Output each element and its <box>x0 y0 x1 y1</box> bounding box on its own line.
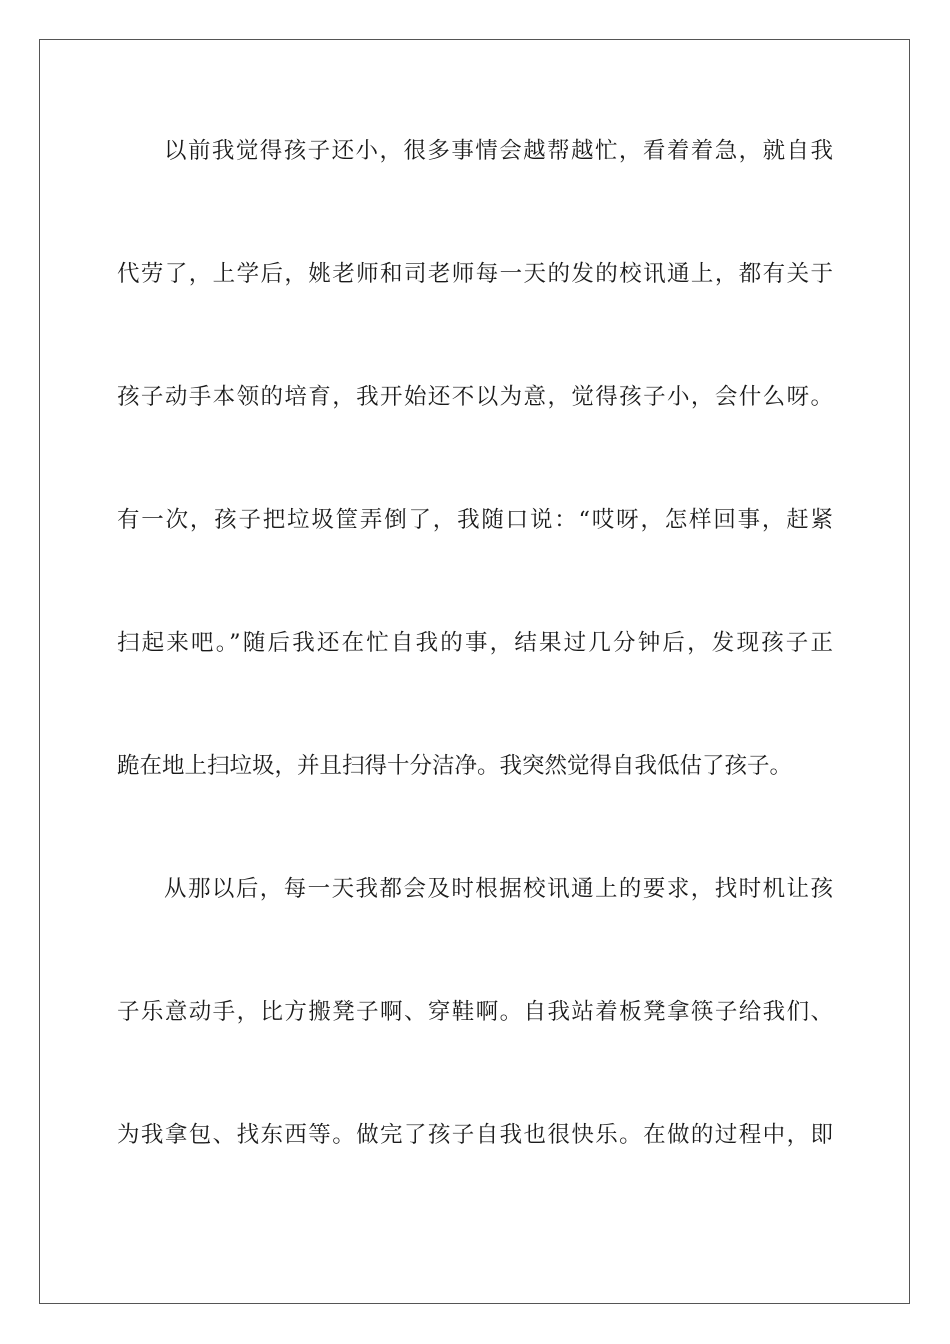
paragraph-2-line-1: 从那以后，每一天我都会及时根据校讯通上的要求，找时机让孩 <box>164 876 833 902</box>
paragraph-2-line-2: 子乐意动手，比方搬凳子啊、穿鞋啊。自我站着板凳拿筷子给我们、 <box>117 999 833 1025</box>
paragraph-2-line-3: 为我拿包、找东西等。做完了孩子自我也很快乐。在做的过程中，即 <box>117 1122 833 1148</box>
paragraph-1-line-3: 孩子动手本领的培育，我开始还不以为意，觉得孩子小，会什么呀。 <box>117 384 833 410</box>
page-border <box>39 39 910 1304</box>
paragraph-1-line-5: 扫起来吧。”随后我还在忙自我的事，结果过几分钟后，发现孩子正 <box>117 630 833 656</box>
paragraph-1-line-1: 以前我觉得孩子还小，很多事情会越帮越忙，看着着急，就自我 <box>164 138 833 164</box>
paragraph-1-line-4: 有一次，孩子把垃圾筐弄倒了，我随口说：“哎呀，怎样回事，赶紧 <box>117 507 833 533</box>
paragraph-1-line-2: 代劳了，上学后，姚老师和司老师每一天的发的校讯通上，都有关于 <box>117 261 833 287</box>
paragraph-1-line-6: 跪在地上扫垃圾，并且扫得十分洁净。我突然觉得自我低估了孩子。 <box>117 753 793 779</box>
